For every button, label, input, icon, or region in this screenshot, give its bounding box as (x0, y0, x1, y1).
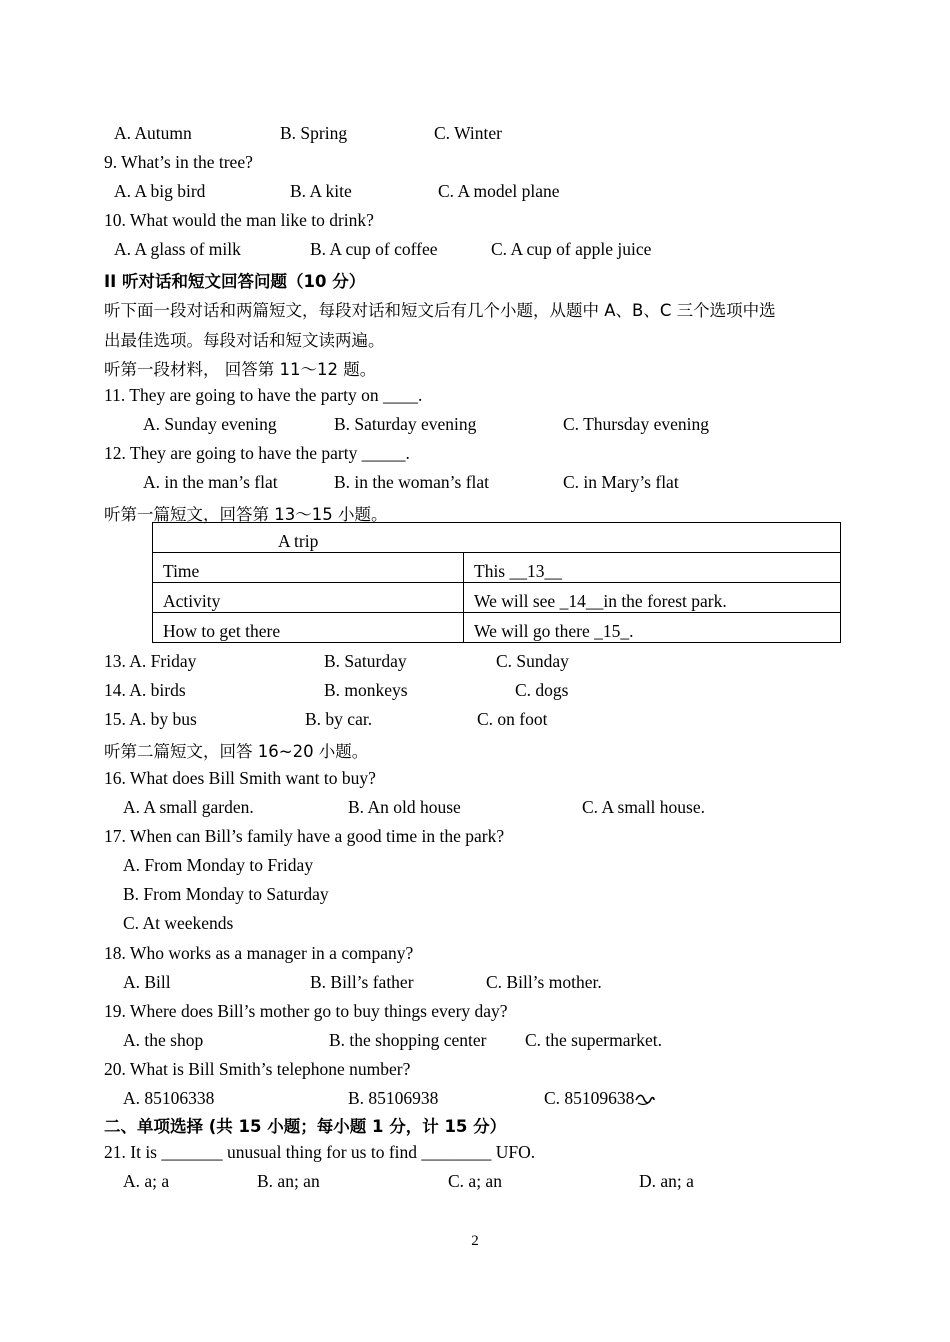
trip-row-value-activity (464, 583, 841, 613)
trip-row-label-activity: Activity (153, 583, 464, 613)
q14-stem: 14. A. birds (104, 680, 186, 700)
part2-instruction: 听第一篇短文，回答第 13～15 小题。 (104, 505, 388, 524)
q16-option-c: C. A small house. (582, 797, 705, 817)
q12-option-a: A. in the man’s flat (143, 472, 278, 492)
q16-option-a: A. A small garden. (123, 797, 254, 817)
section2-title: II 听对话和短文回答问题（10 分） (104, 272, 366, 291)
q12-option-b: B. in the woman’s flat (334, 472, 490, 492)
table-row (153, 613, 841, 643)
q13-option-b: B. Saturday (324, 651, 407, 671)
blank-15: _15_ (594, 621, 630, 641)
trip-row-suffix: in the forest park. (603, 591, 727, 611)
q12-stem (104, 443, 410, 464)
table-row (153, 583, 841, 613)
q15-option-c: C. on foot (477, 709, 548, 729)
q11-stem (104, 385, 422, 406)
q21-option-d: D. an; a (639, 1171, 694, 1191)
blank-13: __13__ (509, 561, 562, 581)
q18-option-b: B. Bill’s father (310, 972, 414, 992)
q12-stem-text: 12. They are going to have the party (104, 443, 358, 463)
q12-option-c: C. in Mary’s flat (563, 472, 679, 492)
q9-option-b: B. A kite (290, 181, 352, 201)
page-number: 2 (471, 1233, 479, 1249)
q17-stem: 17. When can Bill’s family have a good time in the park? (104, 826, 505, 846)
q11-option-c: C. Thursday evening (563, 414, 709, 434)
q20-option-a: A. 85106338 (123, 1088, 215, 1108)
q16-stem: 16. What does Bill Smith want to buy? (104, 768, 376, 788)
q11-stem-text: 11. They are going to have the party on (104, 385, 379, 405)
q14-option-b: B. monkeys (324, 680, 408, 700)
trip-row-value-time (464, 553, 841, 583)
q11-option-a: A. Sunday evening (143, 414, 277, 434)
blank-14: _14__ (559, 591, 604, 611)
trip-row-prefix: We will see (474, 591, 560, 611)
part3-instruction: 听第二篇短文，回答 16~20 小题。 (104, 742, 369, 761)
q10-option-b: B. A cup of coffee (310, 239, 438, 259)
q20-stem: 20. What is Bill Smith’s telephone number? (104, 1059, 411, 1079)
q20-option-b: B. 85106938 (348, 1088, 439, 1108)
q9-option-c: C. A model plane (438, 181, 560, 201)
q21-stem: 21. It is _______ unusual thing for us to find ________ UFO. (104, 1142, 536, 1162)
q18-option-a: A. Bill (123, 972, 171, 992)
q21-option-a: A. a; a (123, 1171, 170, 1191)
q17-option-b: B. From Monday to Saturday (123, 884, 329, 904)
q11-option-b: B. Saturday evening (334, 414, 477, 434)
q19-option-b: B. the shopping center (329, 1030, 487, 1050)
q19-stem: 19. Where does Bill’s mother go to buy things every day? (104, 1001, 508, 1021)
q18-stem: 18. Who works as a manager in a company? (104, 943, 414, 963)
q10-stem: 10. What would the man like to drink? (104, 210, 374, 230)
q15-option-b: B. by car. (305, 709, 373, 729)
trip-row-prefix: We will go there (474, 621, 595, 641)
trip-table (152, 522, 841, 643)
q10-option-c: C. A cup of apple juice (491, 239, 652, 259)
q10-option-a: A. A glass of milk (114, 239, 241, 259)
table-row (153, 553, 841, 583)
q20-option-c-text: C. 85109638 (544, 1088, 635, 1108)
trip-row-suffix: . (629, 621, 634, 641)
q21-option-c: C. a; an (448, 1171, 502, 1191)
trip-row-label-transport: How to get there (153, 613, 464, 643)
q8-option-c: C. Winter (434, 123, 502, 143)
q13-stem: 13. A. Friday (104, 651, 197, 671)
q8-option-b: B. Spring (280, 123, 348, 143)
q19-option-a: A. the shop (123, 1030, 204, 1050)
q11-blank: ____. (382, 385, 423, 405)
q16-option-b: B. An old house (348, 797, 461, 817)
q14-option-c: C. dogs (515, 680, 569, 700)
trip-row-prefix: This (474, 561, 510, 581)
trip-row-value-transport (464, 613, 841, 643)
q17-option-c: C. At weekends (123, 913, 234, 933)
q12-blank: _____. (361, 443, 410, 463)
section2-instruction-line1: 听下面一段对话和两篇短文，每段对话和短文后有几个小题，从题中 A、B、C 三个选项中选 (104, 301, 776, 320)
q20-option-c (544, 1088, 655, 1109)
section3-title: 二、单项选择 (共 15 小题；每小题 1 分，计 15 分） (104, 1117, 507, 1136)
q18-option-c: C. Bill’s mother. (486, 972, 602, 992)
q8-option-a: A. Autumn (114, 123, 192, 143)
squiggle-mark-icon (635, 1093, 655, 1107)
q19-option-c: C. the supermarket. (525, 1030, 663, 1050)
section2-instruction-line2: 出最佳选项。每段对话和短文读两遍。 (104, 331, 385, 350)
q21-option-b: B. an; an (257, 1171, 320, 1191)
q9-option-a: A. A big bird (114, 181, 206, 201)
trip-table-title-row (153, 523, 841, 553)
trip-table-title: A trip (153, 523, 841, 553)
q15-stem: 15. A. by bus (104, 709, 197, 729)
part1-instruction: 听第一段材料， 回答第 11～12 题。 (104, 360, 377, 379)
q17-option-a: A. From Monday to Friday (123, 855, 314, 875)
q13-option-c: C. Sunday (496, 651, 569, 671)
q9-stem: 9. What’s in the tree? (104, 152, 253, 172)
trip-row-label-time: Time (153, 553, 464, 583)
